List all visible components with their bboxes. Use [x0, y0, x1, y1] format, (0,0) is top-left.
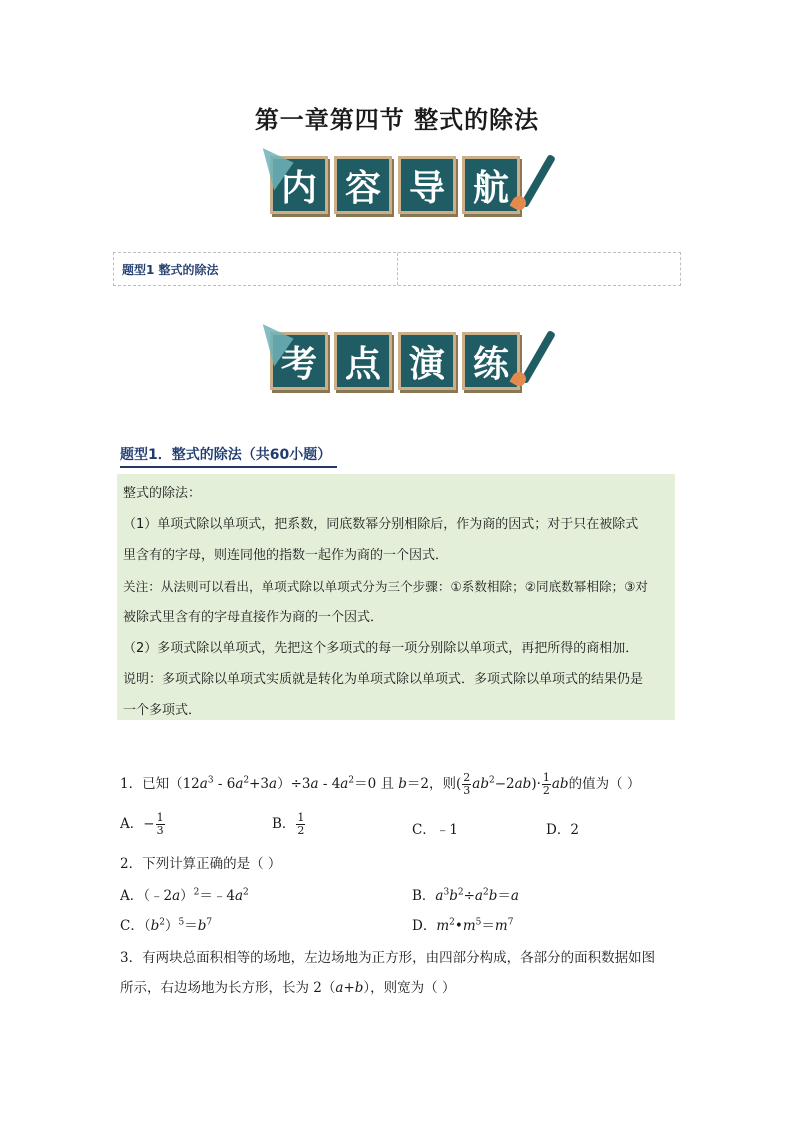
- knowledge-line: 整式的除法：: [123, 486, 202, 501]
- banner-triangle-decoration: [263, 141, 300, 190]
- banner-tile: 航: [462, 156, 520, 214]
- knowledge-line: （2）多项式除以单项式，先把这个多项式的每一项分别除以单项式，再把所得的商相加．: [123, 641, 639, 656]
- q1-option-a[interactable]: A．− $\frac{1}{3}$: [120, 811, 164, 837]
- question-3-line: 所示，右边场地为长方形，长为 2（a+b），则宽为（ ）: [120, 980, 456, 996]
- banner-tile: 练: [462, 332, 520, 390]
- banner-tile: 内: [270, 156, 328, 214]
- knowledge-line: （1）单项式除以单项式，把系数，同底数幂分别相除后，作为商的因式；对于只在被除式: [123, 517, 639, 532]
- toc-table: [113, 252, 681, 286]
- q1-option-c[interactable]: C．﹣1: [412, 822, 458, 838]
- banner-practice: [270, 328, 520, 390]
- question-1-stem: 1．已知$(12a^3 - 6a^2+3a)\div 3a - 4a^2=0$ 且 b＝2，则( $\frac{2}{3}$ $ab^2-2ab)\cdot$ $\frac{1}{2}$ ab的值为（ ）: [120, 771, 641, 797]
- knowledge-line: 被除式里含有的字母直接作为商的一个因式．: [123, 610, 384, 625]
- q1-option-d[interactable]: D．2: [546, 822, 579, 838]
- banner-tile: 点: [334, 332, 392, 390]
- page-title: 第一章第四节 整式的除法: [254, 106, 540, 134]
- fraction: $\frac{2}{3}$: [463, 771, 471, 797]
- fraction: $\frac{1}{2}$: [542, 771, 550, 797]
- toc-item-empty: [397, 253, 681, 285]
- q2-option-a[interactable]: A．$(﹣2a)^2=﹣4a^2$: [120, 887, 249, 904]
- banner-tile: 演: [398, 332, 456, 390]
- knowledge-line: 一个多项式．: [123, 703, 202, 718]
- q2-option-c[interactable]: C．$(b^2)^5=b^7$: [120, 917, 213, 934]
- q1-option-b[interactable]: B． $\frac{1}{2}$: [272, 811, 305, 837]
- question-2-stem: 2．下列计算正确的是（ ）: [120, 856, 282, 872]
- knowledge-line: 里含有的字母，则连同他的指数一起作为商的一个因式．: [123, 548, 449, 563]
- q2-option-d[interactable]: D．$m^2•m^5=m^7$: [412, 917, 514, 934]
- banner-tile: 导: [398, 156, 456, 214]
- question-3-line: 3．有两块总面积相等的场地，左边场地为正方形，由四部分构成，各部分的面积数据如图: [120, 950, 656, 966]
- q2-option-b[interactable]: B．$a^3b^2\div a^2b=a$: [412, 887, 519, 904]
- banner-tile: 容: [334, 156, 392, 214]
- banner-content-guide: [270, 152, 520, 214]
- toc-item[interactable]: 题型1 整式的除法: [122, 263, 219, 277]
- knowledge-line: 关注：从法则可以看出，单项式除以单项式分为三个步骤：①系数相除；②同底数幂相除；③对: [123, 579, 649, 594]
- banner-tile: 考: [270, 332, 328, 390]
- knowledge-line: 说明：多项式除以单项式实质就是转化为单项式除以单项式．多项式除以单项式的结果仍是: [123, 672, 644, 687]
- banner-triangle-decoration: [263, 317, 300, 366]
- section-heading: 题型1．整式的除法（共60小题）: [120, 444, 337, 468]
- knowledge-box: [117, 474, 675, 720]
